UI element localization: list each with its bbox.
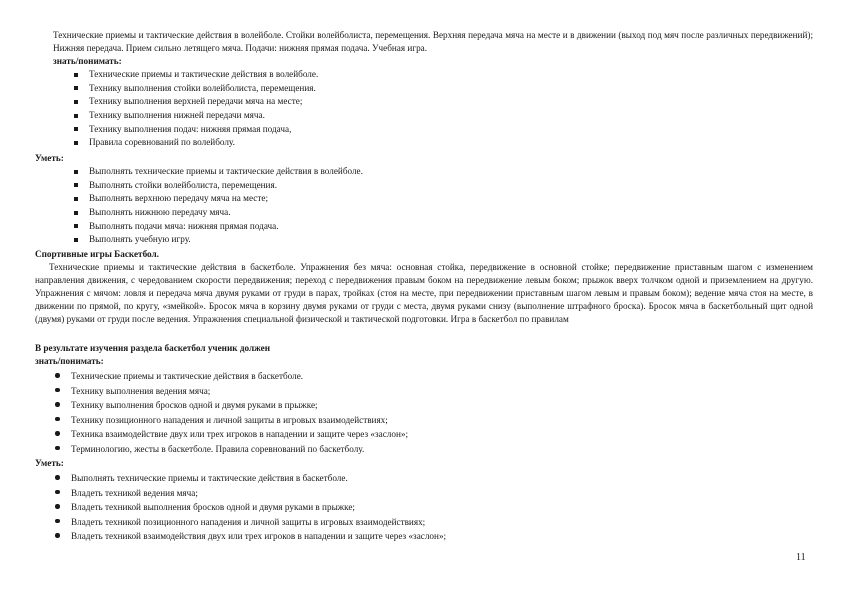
page-number: 11 <box>796 552 806 563</box>
list-item: Технику выполнения подач: нижняя прямая подача, <box>89 123 318 137</box>
list-item: Выполнять технические приемы и тактические действия в баскетболе. <box>71 471 446 486</box>
basketball-description: Технические приемы и тактические действия в баскетболе. Упражнения без мяча: основная стойка, передвижение в основной стойке; передвижение приставным шагом с изменением направления движения, с чередованием скорости передвижения; переход с передвижения правым боком на передвижение левым боком; прыжок вверх толчком одной и приземлением на другую. Упражнения с мячом: ловля и передача мяча двумя руками от груди в парах, тройках (стоя на месте, при передвижении приставным шагом левым и правым боком); ведение мяча стоя на месте, в движении по прямой, по кругу, «змейкой». Бросок мяча в корзину двумя руками от груди с места, двумя руками снизу (выполнение штрафного броска). Бросок мяча в баскетбольный щит одной (двумя) руками от груди после ведения. Упражнения специальной физической и тактической подготовки. Игра в баскетбол по правилам <box>35 262 813 324</box>
list-item: Выполнять подачи мяча: нижняя прямая подача. <box>89 220 363 234</box>
volleyball-can-heading: Уметь: <box>35 153 64 163</box>
list-item: Владеть техникой позиционного нападения и личной защиты в игровых взаимодействиях; <box>71 515 446 530</box>
list-item: Технику выполнения верхней передачи мяча на месте; <box>89 95 318 109</box>
list-item: Технику выполнения стойки волейболиста, перемещения. <box>89 82 318 96</box>
list-item: Выполнять нижнюю передачу мяча. <box>89 206 363 220</box>
basketball-know-heading: знать/понимать: <box>35 356 104 366</box>
basketball-result-heading: В результате изучения раздела баскетбол ученик должен <box>35 343 271 353</box>
list-item: Технику выполнения ведения мяча; <box>71 384 408 399</box>
list-item: Техника взаимодействие двух или трех игроков в нападении и защите через «заслон»; <box>71 427 408 442</box>
list-item: Выполнять технические приемы и тактические действия в волейболе. <box>89 165 363 179</box>
list-item: Владеть техникой взаимодействия двух или трех игроков в нападении и защите через «заслон»; <box>71 529 446 544</box>
list-item: Технику выполнения бросков одной и двумя руками в прыжке; <box>71 398 408 413</box>
list-item: Технику позиционного нападения и личной защиты в игровых взаимодействиях; <box>71 413 408 428</box>
volleyball-know-heading: знать/понимать: <box>53 56 122 66</box>
basketball-can-heading: Уметь: <box>35 458 64 468</box>
basketball-know-list <box>71 369 408 456</box>
list-item: Выполнять верхнюю передачу мяча на месте; <box>89 192 363 206</box>
list-item: Выполнять стойки волейболиста, перемещения. <box>89 179 363 193</box>
list-item: Владеть техникой ведения мяча; <box>71 486 446 501</box>
list-item: Выполнять учебную игру. <box>89 233 363 247</box>
list-item: Владеть техникой выполнения бросков одной и двумя руками в прыжке; <box>71 500 446 515</box>
list-item: Технические приемы и тактические действия в баскетболе. <box>71 369 408 384</box>
volleyball-intro: Технические приемы и тактические действия в волейболе. Стойки волейболиста, перемещения. Верхняя передача мяча на месте и в движении (выход под мяч после различных передвижений); Нижняя передача. Прием сильно летящего мяча. Подачи: нижняя прямая подача. Учебная игра. <box>53 30 813 53</box>
basketball-can-list <box>71 471 446 544</box>
list-item: Технические приемы и тактические действия в волейболе. <box>89 68 318 82</box>
list-item: Правила соревнований по волейболу. <box>89 136 318 150</box>
list-item: Технику выполнения нижней передачи мяча. <box>89 109 318 123</box>
volleyball-know-list <box>89 68 318 150</box>
list-item: Терминологию, жесты в баскетболе. Правила соревнований по баскетболу. <box>71 442 408 457</box>
volleyball-can-list <box>89 165 363 247</box>
basketball-section-title: Спортивные игры Баскетбол. <box>35 249 159 259</box>
